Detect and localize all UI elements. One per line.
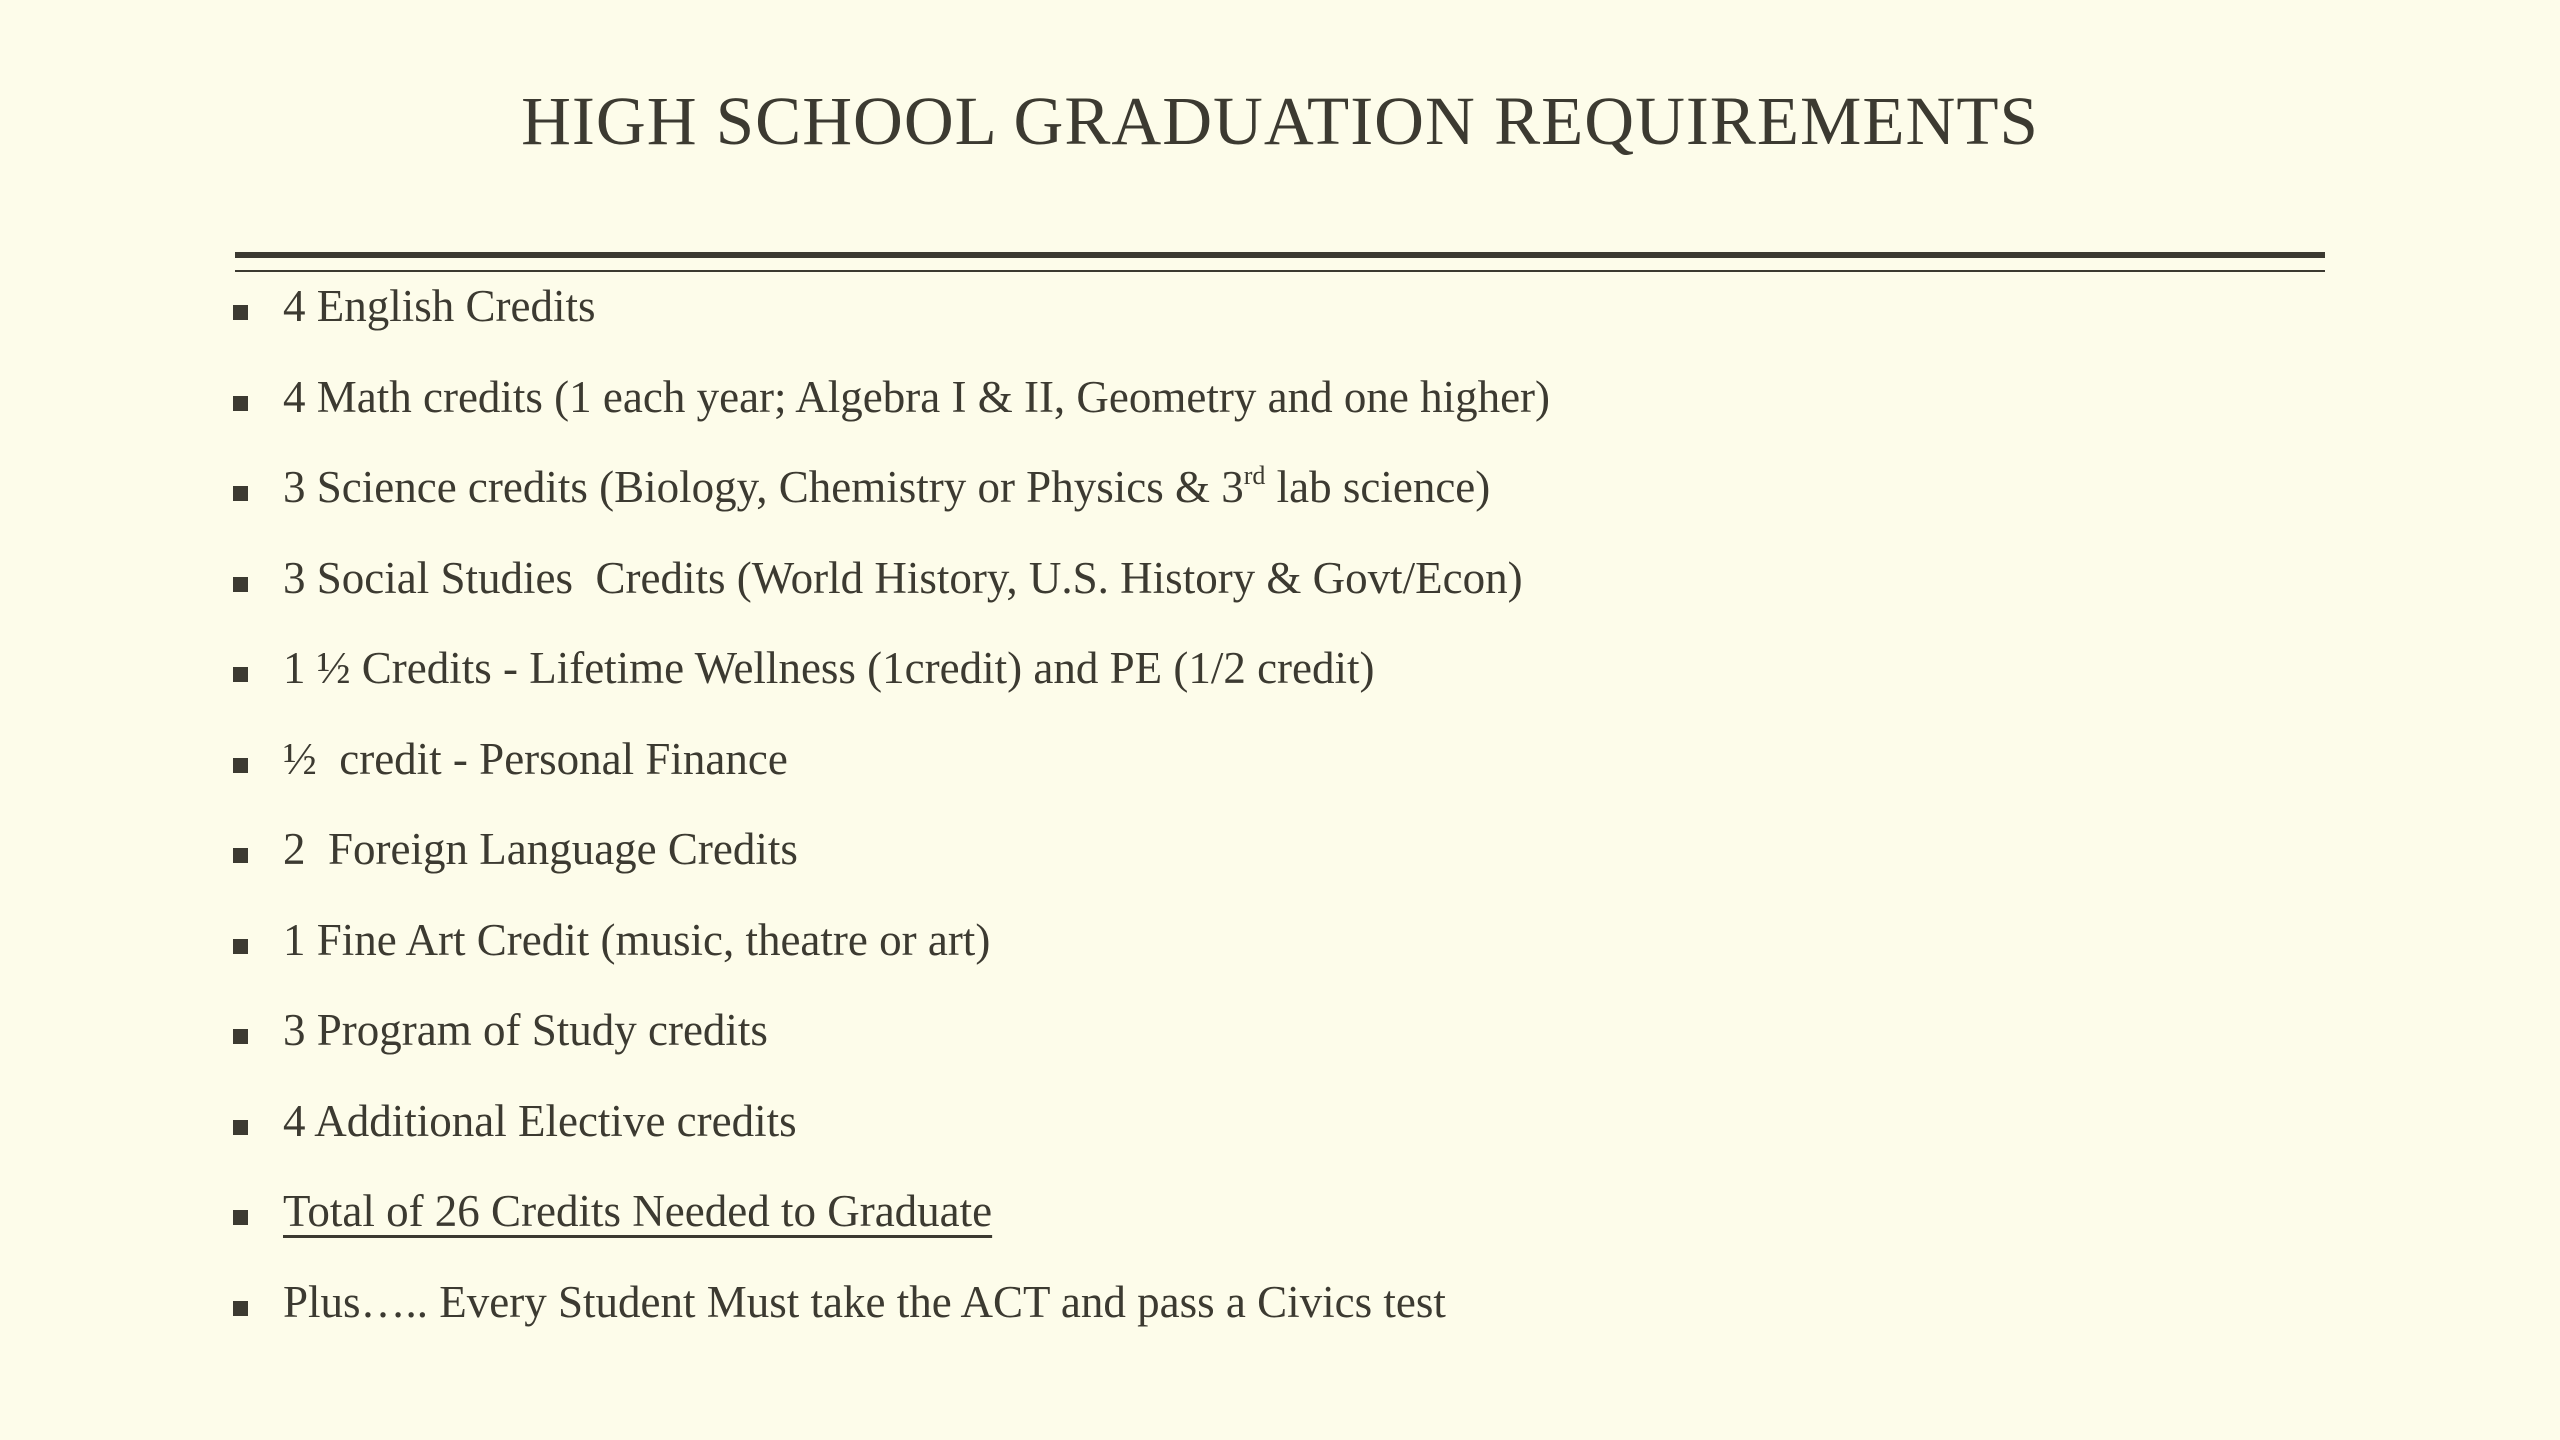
bullet-square-icon bbox=[233, 1301, 248, 1316]
list-item bbox=[233, 821, 2413, 912]
list-item bbox=[233, 731, 2413, 822]
list-item-text: 4 Additional Elective credits bbox=[283, 1095, 797, 1146]
bullet-square-icon bbox=[233, 848, 248, 863]
ordinal-superscript: rd bbox=[1243, 461, 1266, 490]
list-item-text: 4 Math credits (1 each year; Algebra I & II, Geometry and one higher) bbox=[283, 371, 1551, 422]
bullet-square-icon bbox=[233, 758, 248, 773]
list-item bbox=[233, 912, 2413, 1003]
list-item-text: 3 Program of Study credits bbox=[283, 1005, 768, 1055]
bullet-square-icon bbox=[233, 396, 248, 411]
list-item bbox=[233, 1274, 2413, 1365]
divider-thick-line bbox=[235, 252, 2325, 258]
bullet-square-icon bbox=[233, 1029, 248, 1044]
bullet-square-icon bbox=[233, 1210, 248, 1225]
list-item-text: 3 Social Studies Credits (World History, U.S. History & Govt/Econ) bbox=[283, 552, 1523, 603]
list-item-text-post: lab science) bbox=[1265, 462, 1491, 512]
requirements-list bbox=[233, 278, 2413, 1364]
list-item bbox=[233, 459, 2413, 550]
list-item bbox=[233, 550, 2413, 641]
list-item bbox=[233, 640, 2413, 731]
list-item bbox=[233, 1183, 2413, 1274]
bullet-square-icon bbox=[233, 577, 248, 592]
bullet-square-icon bbox=[233, 1120, 248, 1135]
list-item-text: 2 Foreign Language Credits bbox=[283, 824, 798, 874]
title-divider bbox=[235, 252, 2325, 272]
bullet-square-icon bbox=[233, 939, 248, 954]
divider-thin-line bbox=[235, 270, 2325, 272]
list-item bbox=[233, 1002, 2413, 1093]
list-item-text-pre: 3 Science credits (Biology, Chemistry or Physics & 3 bbox=[283, 462, 1244, 512]
list-item-text: 1 Fine Art Credit (music, theatre or art) bbox=[283, 914, 991, 965]
list-item-text: ½ credit - Personal Finance bbox=[283, 733, 788, 784]
bullet-square-icon bbox=[233, 486, 248, 501]
list-item-text: Plus….. Every Student Must take the ACT and pass a Civics test bbox=[283, 1276, 1446, 1327]
list-item-text-total: Total of 26 Credits Needed to Graduate bbox=[283, 1186, 993, 1236]
list-item bbox=[233, 278, 2413, 369]
page-title: HIGH SCHOOL GRADUATION REQUIREMENTS bbox=[521, 83, 2039, 159]
list-item bbox=[233, 1093, 2413, 1184]
bullet-square-icon bbox=[233, 667, 248, 682]
bullet-square-icon bbox=[233, 305, 248, 320]
list-item-text: 4 English Credits bbox=[283, 281, 596, 331]
list-item-text bbox=[283, 459, 1490, 515]
list-item bbox=[233, 369, 2413, 460]
list-item-text: 1 ½ Credits - Lifetime Wellness (1credit) and PE (1/2 credit) bbox=[283, 643, 1375, 693]
